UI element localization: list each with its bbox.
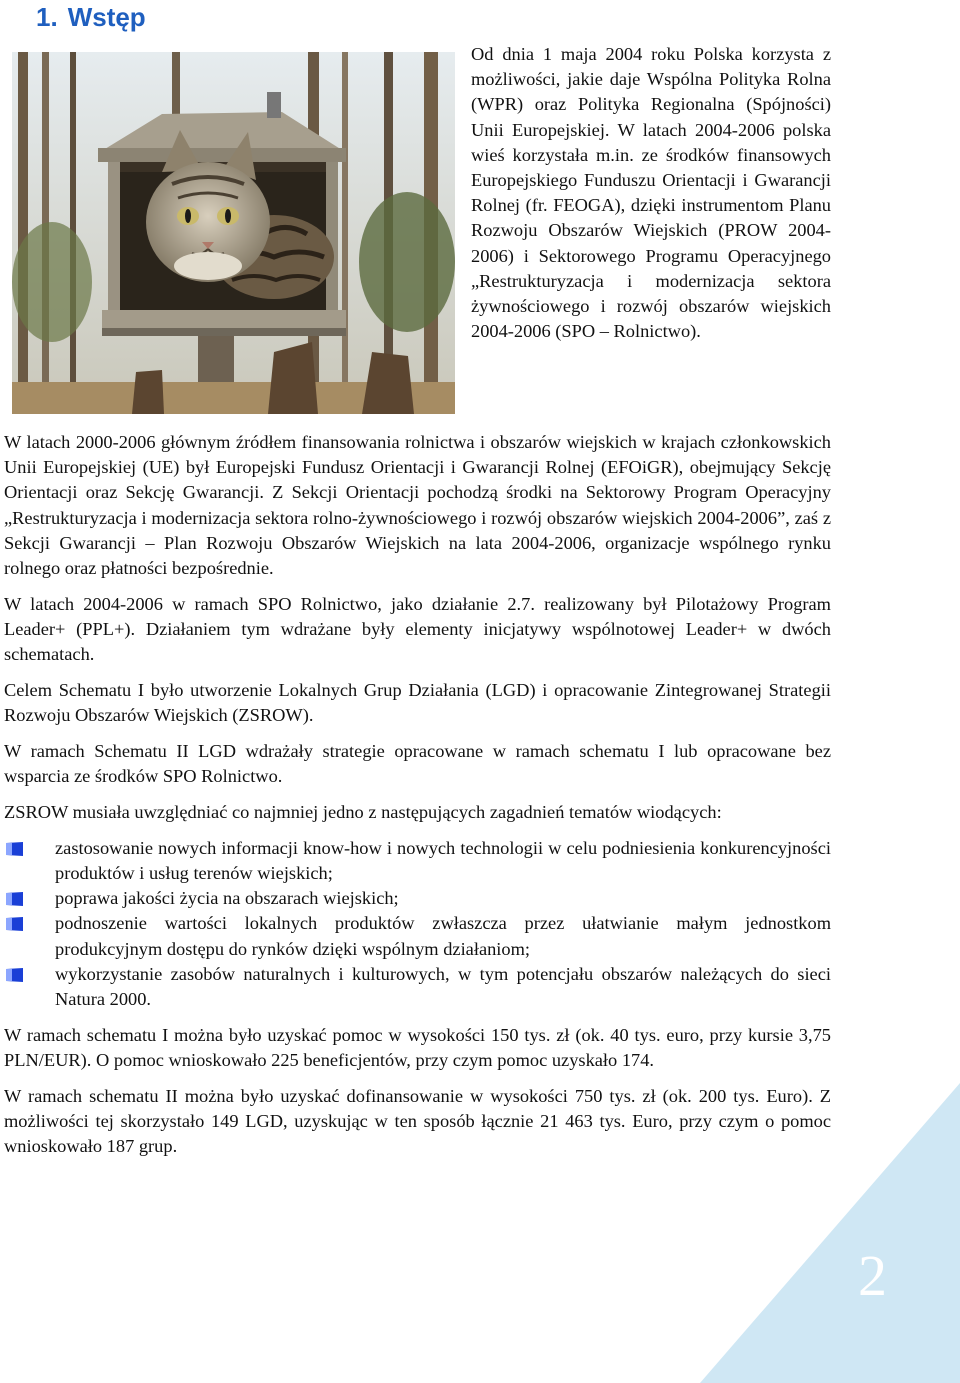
section-title: Wstęp — [67, 2, 146, 32]
list-item — [4, 962, 831, 1012]
section-number: 1. — [36, 2, 58, 32]
topic-list — [4, 836, 831, 1012]
paragraph: ZSROW musiała uwzględniać co najmniej jedno z następujących zagadnień tematów wiodących: — [4, 802, 722, 823]
paragraph: Celem Schematu I było utworzenie Lokalnych Grup Działania (LGD) i opracowanie Zintegrowanej Strategii Rozwoju Obszarów Wiejskich (ZSROW). — [4, 680, 831, 726]
paragraph: W latach 2004-2006 w ramach SPO Rolnictwo, jako działanie 2.7. realizowany był Pilotażowy Program Leader+ (PPL+). Działaniem tym wdrażane były elementy inicjatywy wspólnotowej Leader+ w dwóch schematach. — [4, 593, 831, 665]
list-item-text: poprawa jakości życia na obszarach wiejskich; — [55, 888, 399, 909]
square-bullet-icon — [6, 917, 23, 931]
paragraph: W ramach Schematu II LGD wdrażały strategie opracowane w ramach schematu I lub opracowane bez wsparcia ze środków SPO Rolnictwo. — [4, 741, 831, 787]
square-bullet-icon — [6, 842, 23, 856]
intro-paragraph: Od dnia 1 maja 2004 roku Polska korzysta z możliwości, jakie daje Wspólna Polityka Rolna (WPR) oraz Polityka Regionalna (Spójności) Unii Europejskiej. W latach 2004-2006 polska wieś korzystała m.in. ze środków finansowych Europejskiego Funduszu Orientacji i Gwarancji Rolnej (fr. FEOGA), dzięki instrumentom Planu Rozwoju Obszarów Wiejskich (PROW 2004-2006) i Sektorowego Programu Operacyjnego „Restrukturyzacja i modernizacja sektora żywnościowego i rozwój obszarów wiejskich 2004-2006 (SPO – Rolnictwo). — [471, 44, 831, 342]
section-heading — [36, 2, 146, 32]
paragraph: W ramach schematu I można było uzyskać pomoc w wysokości 150 tys. zł (ok. 40 tys. euro, przy kursie 3,75 PLN/EUR). O pomoc wnioskowało 225 beneficjentów, przy czym pomoc uzyskało 174. — [4, 1024, 831, 1071]
photo-illustration — [12, 52, 455, 414]
list-item — [4, 886, 831, 911]
page-number: 2 — [858, 1243, 887, 1308]
paragraph: W latach 2000-2006 głównym źródłem finansowania rolnictwa i obszarów wiejskich w krajach członkowskich Unii Europejskiej (UE) był Europejski Fundusz Orientacji i Gwarancji Rolnej (EFOiGR), obejmujący Sekcję Orientacji oraz Sekcję Gwarancji. Z Sekcji Orientacji pochodzą środki na Sektorowy Program Operacyjny „Restrukturyzacja i modernizacja sektora rolno-żywnościowego i rozwój obszarów wiejskich 2004-2006”, zaś z Sekcji Gwarancji – Plan Rozwoju Obszarów Wiejskich na lata 2004-2006, organizacje wspólnego rynku rolnego oraz płatności bezpośrednie. — [4, 432, 831, 579]
square-bullet-icon — [6, 968, 23, 982]
list-item — [4, 911, 831, 961]
list-item-text: podnoszenie wartości lokalnych produktów zwłaszcza przez ułatwianie małym jednostkom produkcyjnym dostępu do rynków dzięki wspólnym działaniom; — [55, 913, 831, 959]
corner-decoration — [700, 1083, 960, 1383]
paragraph: W ramach schematu II można było uzyskać dofinansowanie w wysokości 750 tys. zł (ok. 200 tys. Euro). Z możliwości tej skorzystało 149 LGD, uzyskując w ten sposób łącznie 21 463 tys. Euro, przy czym o pomoc wnioskowało 187 grup. — [4, 1085, 831, 1157]
list-item-text: zastosowanie nowych informacji know-how i nowych technologii w celu podniesienia konkurencyjności produktów i usług terenów wiejskich; — [55, 837, 831, 884]
cat-birdhouse-photo — [12, 52, 455, 414]
square-bullet-icon — [6, 892, 23, 906]
list-item — [4, 836, 831, 886]
list-item-text: wykorzystanie zasobów naturalnych i kulturowych, w tym potencjału obszarów należących do sieci Natura 2000. — [55, 963, 831, 1010]
main-content — [4, 430, 831, 1170]
